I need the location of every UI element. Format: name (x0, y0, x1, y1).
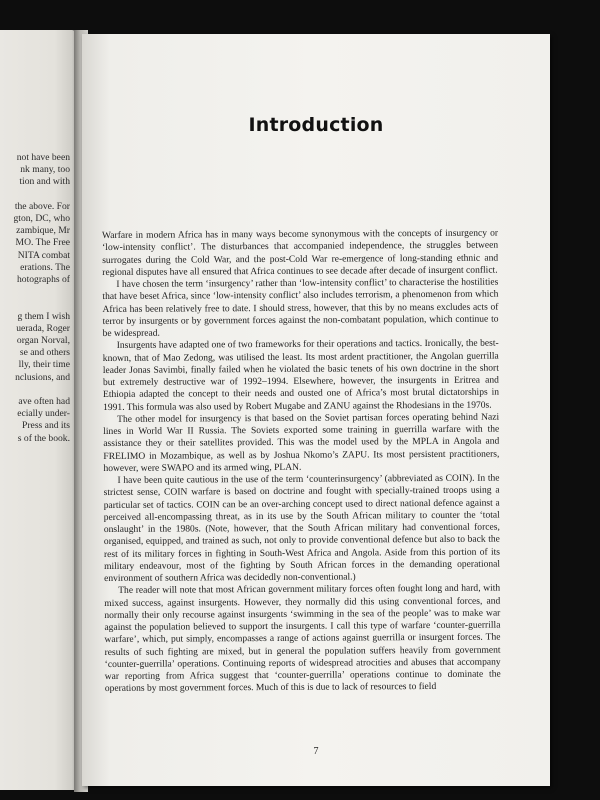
left-page-line: the above. For (14, 200, 70, 212)
left-page-line: zambique, Mr (16, 225, 70, 237)
left-page-text (0, 152, 70, 445)
body-text (102, 228, 501, 696)
left-page-line (0, 189, 70, 201)
page-number: 7 (313, 746, 319, 757)
left-page-line: Press and its (22, 420, 70, 432)
left-page (0, 30, 78, 790)
left-page-line: se and others (19, 347, 70, 359)
paragraph: The reader will note that most African government military forces often fought long and hard, with mixed success, against insurgents. However, they normally did this using conventional forces, and normally their only recourse against insurgents ‘swimming in the sea of the people’ was to make war against the population believed to support the insurgents. I call this type of warfare ‘counter-guerrilla warfare’, which, put simply, encompasses a range of actions against guerrilla or insurgent forces. The results of such fighting are mixed, but in general the population suffers heavily from government ‘counter-guerrilla’ operations. Continuing reports of widespread atrocities and abuses that accompany war reporting from Africa suggest that ‘counter-guerrilla’ operations continue to dominate the operations by most government forces. Much of this is due to lack of resources to field (104, 582, 501, 695)
paragraph: Insurgents have adapted one of two frameworks for their operations and tactics. Ironically, the best-known, that of Mao Zedong, was utilised the least. Its most ardent practitioner, the Angolan guerrilla leader Jonas Savimbi, finally failed when he violated the basic tenets of his own doctrine in the short but extremely destructive war of 1992–1994. Elsewhere, however, the insurgents in Eritrea and Ethiopia adapted the concept to their needs and ousted one of Africa’s most brutal dictatorships in 1991. This formula was also used by Robert Mugabe and ZANU against the Rhodesians in the 1970s. (102, 337, 500, 413)
left-page-line: MO. The Free (15, 237, 70, 249)
left-page-line (0, 298, 70, 310)
left-page-line: nk many, too (20, 164, 70, 176)
left-page-line: not have been (16, 152, 70, 163)
left-page-line: gton, DC, who (13, 213, 70, 225)
left-page-line (0, 286, 70, 298)
left-page-line: ecially under- (17, 408, 70, 420)
left-page-line: g them I wish (17, 310, 70, 322)
left-page-line: s of the book. (17, 432, 70, 444)
left-page-line: lly, their time (18, 359, 70, 371)
left-page-line: hotographs of (16, 274, 70, 286)
left-page-line: erations. The (20, 261, 70, 273)
paragraph: I have been quite cautious in the use of the term ‘counterinsurgency’ (abbreviated as COIN). In the strictest sense, COIN warfare is based on doctrine and fought with specially-trained troops using a particular set of tactics. COIN can be an over-arching concept used to direct national defence against a perceived all-encompassing threat, as in its use by the South African military to counter the ‘total onslaught’ in the 1980s. (Note, however, that the South African military had conventional forces, organised, equipped, and trained as such, not only to provide conventional defence but also to back the rest of its military forces in fighting in South-West Africa and Angola. Aside from this portion of its military endeavour, most of the fighting by South African forces in the demanding operational environment of southern Africa was decidedly non-conventional.) (103, 472, 501, 584)
left-page-line: NITA combat (17, 249, 70, 261)
left-page-line: organ Norval, (16, 335, 70, 347)
chapter-title: Introduction (248, 114, 384, 136)
left-page-line: tion and with (19, 176, 70, 188)
paragraph: The other model for insurgency is that based on the Soviet partisan forces operating behind Nazi lines in World War II Russia. The Soviets exported some training in guerrilla warfare with the assistance they or their satellites provided. This was the model used by the MPLA in Angola and FRELIMO in Mozambique, as well as by Joshua Nkomo’s ZAPU. Its most persistent practitioners, however, were SWAPO and its armed wing, PLAN. (103, 411, 500, 474)
paragraph: I have chosen the term ‘insurgency’ rather than ‘low-intensity conflict’ to characterise the hostilities that have beset Africa, since ‘low-intensity conflict’ also includes terrorism, a phenomenon from which Africa has been relatively free to date. I should stress, however, that this by no means excludes acts of terror by insurgents or by government forces against the non-combatant population, which continue to be widespread. (102, 276, 499, 339)
left-page-line: nclusions, and (15, 371, 70, 383)
left-page-line: ave often had (18, 396, 70, 408)
paragraph: Warfare in modern Africa has in many ways become synonymous with the concepts of insurgency or ‘low-intensity conflict’. The disturbances that accompanied independence, the struggles between surrogates during the Cold War, and the post-Cold War re-emergence of long-standing ethnic and regional disputes have all ensured that Africa continues to see decade after decade of insurgent conflict. (102, 227, 499, 278)
left-page-line (0, 384, 70, 396)
left-page-line: uerada, Roger (16, 322, 70, 334)
right-page (82, 34, 550, 786)
